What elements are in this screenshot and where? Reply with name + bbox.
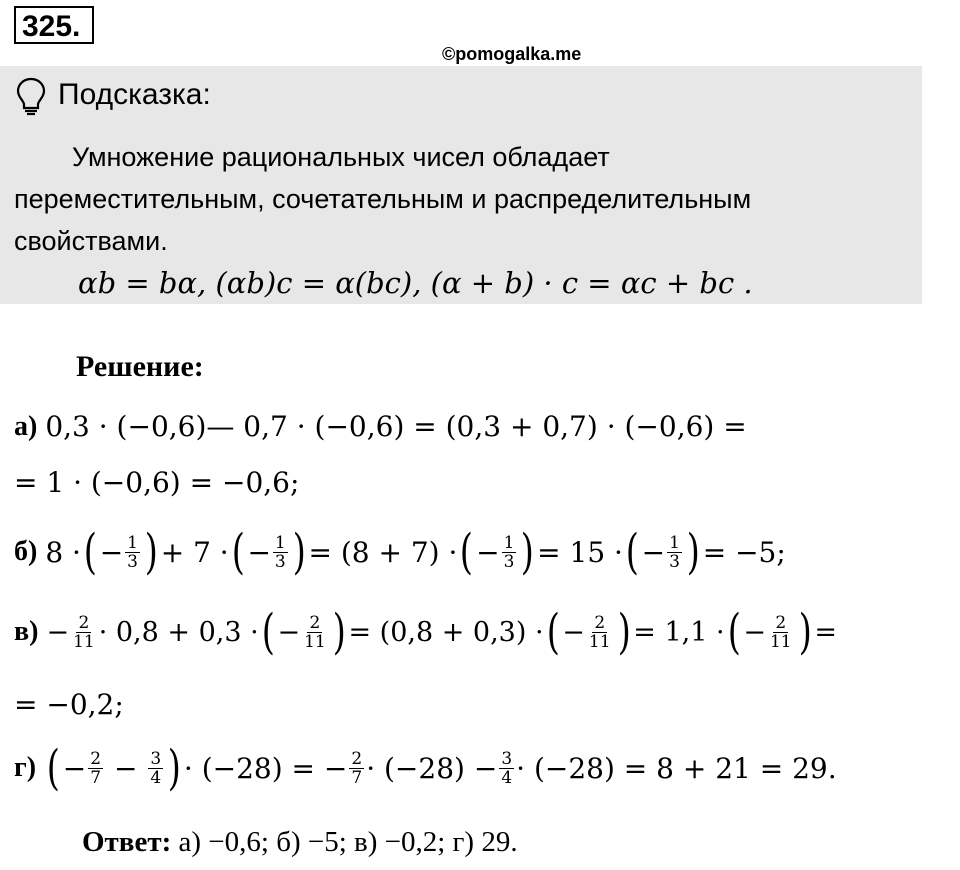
hint-line-2: переместительным, сочетательным и распределительным: [14, 184, 752, 214]
paren-open: (: [231, 524, 245, 580]
denominator: 3: [503, 551, 515, 572]
denominator: 4: [150, 767, 162, 788]
denominator: 11: [304, 631, 326, 652]
fraction: [667, 534, 682, 571]
hint-line-3: свойствами.: [14, 226, 168, 256]
fraction: [302, 614, 328, 651]
answer-text: а) −0,6; б) −5; в) −0,2; г) 29.: [171, 826, 518, 858]
minus-sign: −: [62, 751, 87, 785]
minus-sign: −: [277, 616, 301, 648]
paren-open: (: [546, 604, 560, 660]
denominator: 7: [351, 767, 363, 788]
paren-close: ): [686, 524, 700, 580]
numerator: 2: [775, 612, 787, 633]
paren-open: (: [625, 524, 639, 580]
denominator: 4: [501, 767, 513, 788]
answer-label: Ответ:: [82, 826, 172, 858]
numerator: 3: [501, 748, 513, 769]
minus-sign: −: [46, 616, 70, 648]
part-g-text-2: · (−28) −: [366, 751, 498, 785]
paren-close: ): [144, 524, 158, 580]
paren-open: (: [261, 604, 275, 660]
part-a-label: а): [14, 410, 38, 442]
part-v-line-2: = −0,2;: [14, 688, 124, 721]
part-b-text-4: = 15 ·: [537, 535, 623, 569]
paren-open: (: [727, 604, 741, 660]
numerator: 1: [503, 532, 515, 553]
paren-open: (: [460, 524, 474, 580]
denominator: 11: [73, 631, 95, 652]
numerator: 2: [78, 612, 90, 633]
denominator: 3: [127, 551, 138, 572]
denominator: 11: [588, 631, 611, 652]
denominator: 7: [90, 767, 102, 788]
solution-title: Решение:: [76, 350, 204, 383]
minus-sign: −: [105, 751, 147, 785]
part-a-expr-1: 0,3 · (−0,6)— 0,7 · (−0,6) = (0,3 + 0,7) · (−0,6) =: [45, 410, 747, 443]
part-b-text-1: 8 ·: [45, 535, 81, 569]
paren-open: (: [46, 740, 60, 796]
part-b-text-3: = (8 + 7) ·: [308, 535, 458, 569]
minus-sign: −: [247, 535, 271, 569]
hint-line-1: Умножение рациональных чисел обладает: [72, 142, 610, 172]
paren-close: ): [292, 524, 306, 580]
numerator: 2: [309, 612, 321, 633]
denominator: 3: [669, 551, 680, 572]
answer-line: [82, 826, 518, 859]
part-g-text-3: · (−28) = 8 + 21 = 29.: [516, 751, 837, 785]
minus-sign: −: [476, 535, 500, 569]
numerator: 2: [594, 612, 606, 633]
part-b-label: б): [14, 536, 38, 567]
numerator: 2: [351, 748, 363, 769]
part-a-line-1: [14, 410, 747, 443]
hint-formula: αb = bα, (αb)c = α(bc), (α + b) · c = αc + bc .: [78, 266, 753, 300]
numerator: 1: [127, 532, 138, 553]
paren-close: ): [798, 604, 812, 660]
paren-close: ): [167, 740, 182, 796]
paren-close: ): [332, 604, 346, 660]
fraction: [273, 534, 288, 571]
numerator: 2: [90, 748, 102, 769]
part-v-text-3: = 1,1 ·: [633, 616, 725, 648]
fraction: [349, 750, 364, 787]
fraction: [88, 750, 103, 787]
minus-sign: −: [743, 616, 766, 648]
minus-sign: −: [641, 535, 666, 569]
part-b-text-5: = −5;: [702, 535, 786, 569]
part-g-label: г): [14, 752, 37, 783]
fraction: [768, 614, 794, 651]
part-g-line: [14, 740, 837, 796]
part-v-text-1: · 0,8 + 0,3 ·: [98, 616, 259, 648]
denominator: 3: [274, 551, 286, 572]
denominator: 11: [769, 631, 792, 652]
part-v-line-1: [14, 604, 837, 660]
hint-title: Подсказка:: [58, 78, 211, 111]
fraction: [499, 750, 514, 787]
minus-sign: −: [562, 616, 585, 648]
fraction: [71, 614, 97, 651]
part-a-line-2: = 1 · (−0,6) = −0,6;: [14, 466, 300, 499]
lightbulb-icon: [14, 76, 48, 116]
part-v-label: в): [14, 616, 39, 647]
problem-number: 325.: [14, 6, 94, 44]
paren-close: ): [521, 524, 535, 580]
numerator: 1: [274, 532, 286, 553]
fraction: [148, 750, 163, 787]
numerator: 3: [150, 748, 162, 769]
watermark: ©pomogalka.me: [442, 44, 582, 64]
part-b-line: [14, 524, 786, 580]
part-b-text-2: + 7 ·: [160, 535, 229, 569]
part-v-text-2: = (0,8 + 0,3) ·: [348, 616, 544, 648]
fraction: [125, 534, 140, 571]
paren-close: ): [617, 604, 631, 660]
numerator: 1: [669, 532, 680, 553]
paren-open: (: [83, 524, 97, 580]
part-g-text-1: · (−28) = −: [183, 751, 348, 785]
part-v-text-4: =: [814, 616, 837, 648]
minus-sign: −: [99, 535, 124, 569]
fraction: [587, 614, 613, 651]
fraction: [502, 534, 517, 571]
